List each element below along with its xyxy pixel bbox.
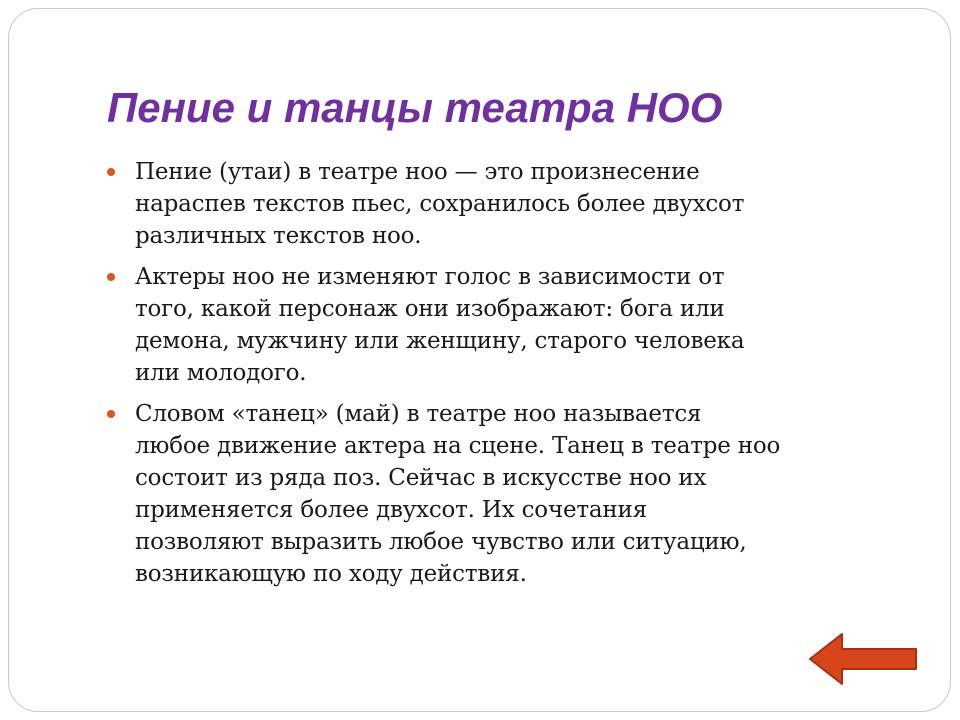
- bullet-text: Актеры ноо не изменяют голос в зависимости от того, какой персонаж они изображают: бога или демона, мужчину или женщину, старого человека или молодого.: [135, 264, 745, 386]
- bullet-item: [107, 398, 907, 590]
- bullet-list: [107, 156, 907, 599]
- bullet-text: Словом «танец» (май) в театре ноо называется любое движение актера на сцене. Танец в театре ноо состоит из ряда поз. Сейчас в искусстве ноо их применяется более двухсот. Их сочетания позволяют выразить любое чувство или ситуацию, возникающую по ходу действия.: [135, 401, 781, 587]
- bullet-dot-icon: [107, 410, 115, 418]
- bullet-dot-icon: [107, 273, 115, 281]
- slide-title: Пение и танцы театра НОО: [107, 84, 723, 131]
- bullet-dot-icon: [107, 168, 115, 176]
- left-arrow-icon: [808, 632, 920, 686]
- bullet-item: [107, 261, 907, 389]
- back-button[interactable]: [808, 632, 920, 686]
- bullet-item: [107, 156, 907, 252]
- bullet-text: Пение (утаи) в театре ноо — это произнесение нараспев текстов пьес, сохранилось более двухсот различных текстов ноо.: [135, 159, 745, 249]
